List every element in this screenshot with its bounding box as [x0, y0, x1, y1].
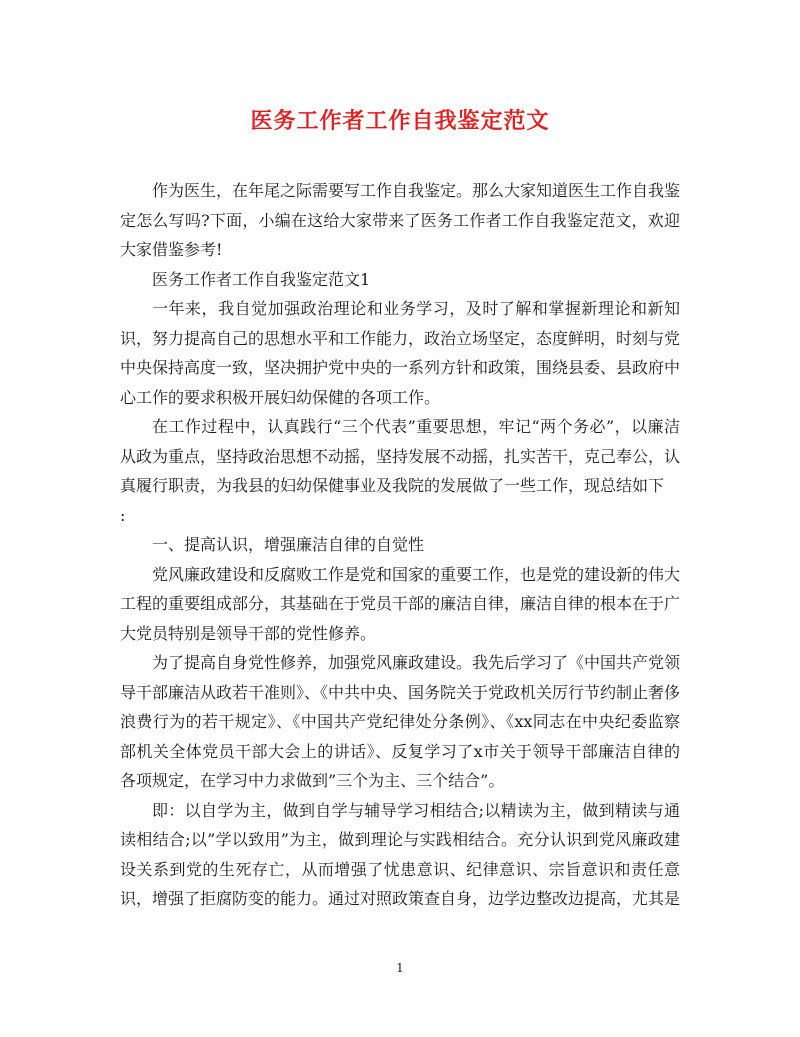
document-title: 医务工作者工作自我鉴定范文 — [250, 108, 550, 134]
body-paragraph: 在工作过程中，认真践行“三个代表”重要思想，牢记“两个务必”，以廉洁从政为重点，坚持政治思想不动摇，坚持发展不动摇，扎实苦干，克己奉公，认真履行职责，为我县的妇幼保健事业及我院的发展做了一些工作，现总结如下 — [120, 417, 681, 495]
page-number: 1 — [396, 961, 404, 975]
section-heading-1: 一、提高认识，增强廉洁自律的自觉性 — [152, 535, 425, 554]
body-paragraph: 为了提高自身党性修养，加强党风廉政建设。我先后学习了《中国共产党领导干部廉洁从政若干准则》、《中共中央、国务院关于党政机关厉行节约制止奢侈浪费行为的若干规定》、《中国共产党纪律处分条例》、《xx同志在中央纪委监察部机关全体党员干部大会上的讲话》、反复学习了x市关于领导干部廉洁自律的各项规定，在学习中力求做到”三个为主、三个结合”。 — [120, 653, 681, 790]
body-paragraph: 党风廉政建设和反腐败工作是党和国家的重要工作，也是党的建设新的伟大工程的重要组成部分，其基础在于党员干部的廉洁自律，廉洁自律的根本在于广大党员特别是领导干部的党性修养。 — [120, 564, 681, 643]
body-paragraph: 一年来，我自觉加强政治理论和业务学习，及时了解和掌握新理论和新知识，努力提高自己的思想水平和工作能力，政治立场坚定，态度鲜明，时刻与党中央保持高度一致，坚决拥护党中央的一系列方针和政策，围绕县委、县政府中心工作的要求积极开展妇幼保健的各项工作。 — [120, 299, 681, 407]
body-paragraph: 即：以自学为主，做到自学与辅导学习相结合;以精读为主，做到精读与通读相结合;以”学以致用”为主，做到理论与实践相结合。充分认识到党风廉政建设关系到党的生死存亡，从而增强了忧患意识、纪律意识、宗旨意识和责任意识，增强了拒腐防变的能力。通过对照政策查自身，边学边整改边提高，尤其是 — [120, 800, 681, 908]
body-paragraph-continuation: : — [120, 505, 126, 525]
section-heading-sample-1: 医务工作者工作自我鉴定范文1 — [152, 269, 371, 289]
intro-paragraph: 作为医生，在年尾之际需要写工作自我鉴定。那么大家知道医生工作自我鉴定怎么写吗?下面，小编在这给大家带来了医务工作者工作自我鉴定范文，欢迎大家借鉴参考! — [120, 181, 681, 259]
document-body — [120, 176, 680, 914]
